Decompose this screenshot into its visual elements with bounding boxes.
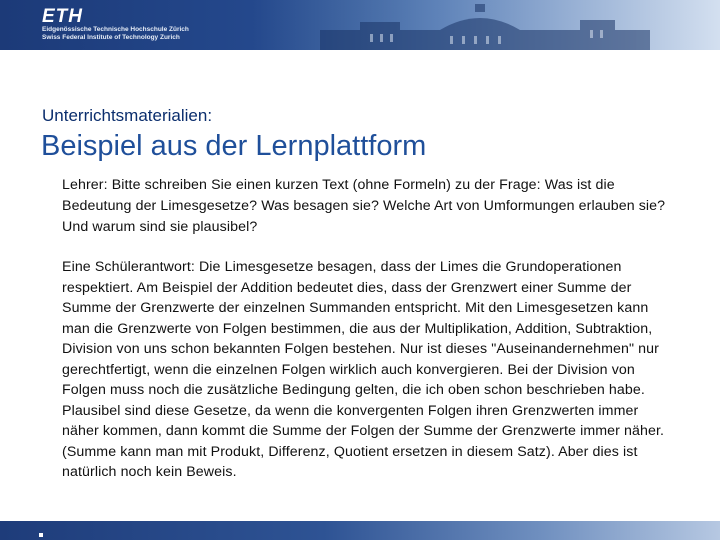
logo-line-german: Eidgenössische Technische Hochschule Zürich [42,26,189,33]
footer-bullet-icon [39,533,43,537]
header-banner [0,0,720,50]
logo-mark: ETH [42,6,83,27]
footer-bar [0,521,720,540]
logo-line-english: Swiss Federal Institute of Technology Zurich [42,34,180,41]
student-answer-text: Eine Schülerantwort: Die Limesgesetze besagen, dass der Limes die Grundoperationen respektiert. Am Beispiel der Addition bedeutet dies, dass der Grenzwert einer Summe der Summe der Grenzwerte der einzelnen Summanden entspricht. Mit den Limesgesetzen kann man die Grenzwerte von Folgen bestimmen, die aus der Multiplikation, Addition, Subtraktion, Division von uns schon bekannten Folgen bestehen. Nur ist dieses "Auseinandernehmen" nur gerechtfertigt, wenn die einzelnen Folgen wirklich auch konvergieren. Bei der Division von Folgen muss noch die zusätzliche Bedingung gelten, die ich oben schon beschrieben habe. Plausibel sind diese Gesetze, da wenn die konvergenten Folgen ihren Grenzwerten immer näher kommen, dann kommt die Summe der Folgen der Summe der Grenzwerte immer näher.(Summe kann man mit Produkt, Differenz, Quotient ersetzen in diesem Satz). Aber dies ist natürlich noch kein Beweis. [62,259,665,480]
teacher-question-text: Lehrer: Bitte schreiben Sie einen kurzen Text (ohne Formeln) zu der Frage: Was ist die Bedeutung der Limesgesetze? Was besagen sie? Welche Art von Umformungen erlauben sie? Und warum sind sie plausibel? [62,177,666,235]
slide-subtitle: Unterrichtsmaterialien: [42,106,213,125]
eth-logo [42,8,189,42]
slide-title: Beispiel aus der Lernplattform [41,130,427,162]
building-photo-image [250,0,720,50]
